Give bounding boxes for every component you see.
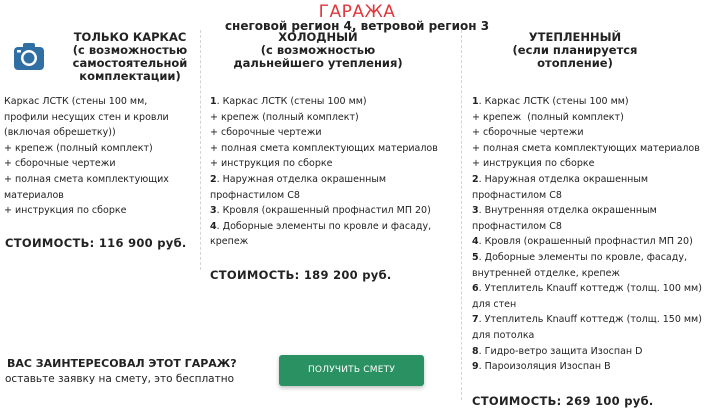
list-item: + крепеж (полный комплект)	[4, 142, 153, 154]
list-item: 4. Кровля (окрашенный профнастил МП 20)	[472, 236, 693, 248]
list-item: для потолка	[472, 329, 535, 341]
list-item: 3. Кровля (окрашенный профнастил МП 20)	[210, 205, 431, 217]
price-frame-only: СТОИМОСТЬ: 116 900 руб.	[5, 236, 187, 250]
feature-list-insulated	[472, 94, 712, 375]
column-heading-insulated	[490, 31, 660, 70]
heading-line: ХОЛОДНЫЙ	[278, 30, 358, 44]
list-item: 2. Наружная отделка окрашенным	[210, 173, 387, 185]
list-item: профнастилом С8	[210, 189, 300, 201]
column-divider	[461, 30, 462, 400]
heading-line: комплектации)	[79, 69, 181, 83]
heading-line: отопление)	[537, 56, 613, 70]
list-item: 3. Внутренняя отделка окрашенным	[472, 205, 657, 217]
page-title: ГАРАЖА	[318, 2, 396, 22]
price-cold: СТОИМОСТЬ: 189 200 руб.	[210, 268, 392, 282]
get-estimate-button[interactable]: ПОЛУЧИТЬ СМЕТУ	[279, 355, 424, 386]
list-item: 6. Утеплитель Knauff коттедж (толщ. 100 мм)	[472, 283, 702, 295]
list-item: профнастилом С8	[472, 189, 562, 201]
heading-line: УТЕПЛЕННЫЙ	[528, 30, 622, 44]
price-insulated: СТОИМОСТЬ: 269 100 руб.	[472, 394, 654, 408]
list-item: материалов	[4, 189, 64, 201]
list-item: + полная смета комплектующих материалов	[210, 142, 438, 154]
heading-line: (с возможностью	[260, 43, 376, 57]
list-item: + крепеж (полный комплект)	[472, 111, 624, 123]
list-item: + полная смета комплектующих материалов	[472, 142, 700, 154]
list-item: 7. Утеплитель Knauff коттедж (толщ. 150 мм)	[472, 314, 702, 326]
heading-line: дальнейшего утепления)	[233, 56, 403, 70]
list-item: + полная смета комплектующих	[4, 173, 169, 185]
list-item: + сборочные чертежи	[472, 127, 584, 139]
list-item: крепеж	[210, 236, 249, 248]
list-item: + инструкция по сборке	[4, 205, 127, 217]
list-item: 2. Наружная отделка окрашенным	[472, 173, 649, 185]
list-item: Каркас ЛСТК (стены 100 мм,	[4, 96, 148, 107]
column-heading-cold	[218, 31, 418, 70]
page-subtitle: снеговой регион 4, ветровой регион 3	[224, 19, 490, 33]
heading-line: ТОЛЬКО КАРКАС	[73, 30, 187, 44]
list-item: + инструкция по сборке	[472, 158, 595, 170]
column-heading-frame-only	[40, 31, 220, 83]
heading-line: (с возможностью	[72, 43, 188, 57]
list-item: профили несущих стен и кровли	[4, 111, 169, 123]
list-item: (включая обрешетку))	[4, 127, 116, 139]
list-item: + крепеж (полный комплект)	[210, 111, 359, 123]
list-item: 5. Доборные элементы по кровле, фасаду,	[472, 251, 687, 263]
heading-line: (если планируется	[512, 43, 638, 57]
cta-question: ВАС ЗАИНТЕРЕСОВАЛ ЭТОТ ГАРАЖ?	[7, 357, 237, 370]
list-item: + инструкция по сборке	[210, 158, 333, 170]
heading-line: самостоятельной	[72, 56, 188, 70]
list-item: 1. Каркас ЛСТК (стены 100 мм)	[472, 96, 629, 107]
cta-subtext: оставьте заявку на смету, это бесплатно	[5, 373, 235, 385]
feature-list-cold	[210, 94, 460, 250]
feature-list-frame-only	[4, 94, 199, 219]
list-item: для стен	[472, 298, 517, 310]
list-item: 8. Гидро-ветро защита Изоспан D	[472, 345, 643, 357]
list-item: внутренней отделке, крепеж	[472, 267, 620, 279]
list-item: 9. Пароизоляция Изоспан В	[472, 361, 611, 373]
list-item: профнастилом С8	[472, 220, 562, 232]
column-divider	[200, 30, 201, 270]
list-item: 4. Доборные элементы по кровле и фасаду,	[210, 220, 432, 232]
list-item: 1. Каркас ЛСТК (стены 100 мм)	[210, 96, 367, 107]
list-item: + сборочные чертежи	[210, 127, 322, 139]
list-item: + сборочные чертежи	[4, 158, 116, 170]
